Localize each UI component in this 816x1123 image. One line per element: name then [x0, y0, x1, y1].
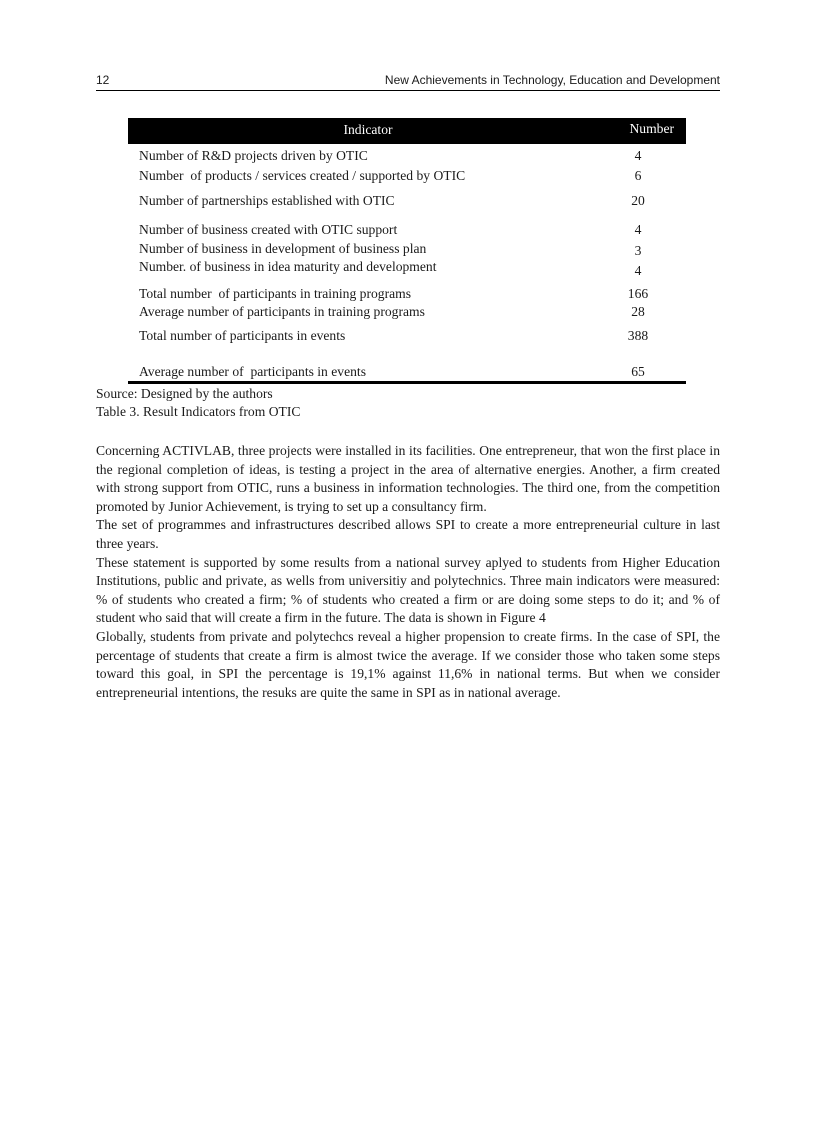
paragraph: Globally, students from private and polytechcs reveal a higher propension to create firms. In the case of SPI, the percentage of students that create a firm is almost twice the average. If we consider those who taken some steps toward this goal, in SPI the percentage is 19,1% against 11,6% in national terms. But when we consider entrepreneurial intentions, the resuks are quite the same in SPI as in national average. [96, 628, 720, 700]
paragraph: The set of programmes and infrastructures described allows SPI to create a more entrepreneurial culture in last three years. [96, 517, 720, 551]
table-row: Number. of business in idea maturity and development 4 [139, 259, 642, 278]
column-header-indicator: Indicator [343, 122, 393, 137]
table-row: Average number of participants in events 65 [139, 364, 645, 379]
table-row: Average number of participants in training programs 28 [139, 304, 645, 319]
running-title: New Achievements in Technology, Education and Development [384, 73, 720, 87]
page-number: 12 [96, 73, 110, 87]
table-bottom-rule [128, 381, 686, 384]
paragraph: Concerning ACTIVLAB, three projects were installed in its facilities. One entrepreneur, that won the first place in the regional completion of ideas, is testing a project in the area of alternative energies. Another, a firm created with strong support from OTIC, runs a business in information technologies. The third one, from the competition promoted by Junior Achievement, is trying to set up a consultancy firm. [96, 443, 720, 514]
table-row: Number of business created with OTIC support 4 [139, 222, 642, 237]
table-row: Number of products / services created / supported by OTIC 6 [139, 168, 642, 183]
table-row: Total number of participants in training programs 166 [139, 286, 649, 301]
paragraph: These statement is supported by some results from a national survey aplyed to students from Higher Education Institutions, public and private, as wells from universitiy and polytechnics. Three main indicators were measured: % of students who created a firm; % of students who created a firm or are doing some steps to do it; and % of student who said that will create a firm in the future. The data is shown in Figure 4 [96, 554, 720, 626]
table-header [128, 118, 686, 144]
running-header [96, 72, 720, 91]
body-text [96, 442, 720, 702]
table-row: Number of partnerships established with OTIC 20 [139, 193, 645, 208]
result-indicators-table [128, 118, 686, 379]
table-caption: Table 3. Result Indicators from OTIC [96, 404, 301, 419]
table-row: Total number of participants in events 388 [139, 328, 649, 343]
table-source: Source: Designed by the authors [96, 386, 273, 401]
column-header-number: Number [629, 121, 674, 136]
table-row: Number of business in development of business plan 3 [139, 241, 642, 258]
table-row: Number of R&D projects driven by OTIC 4 [139, 148, 642, 163]
